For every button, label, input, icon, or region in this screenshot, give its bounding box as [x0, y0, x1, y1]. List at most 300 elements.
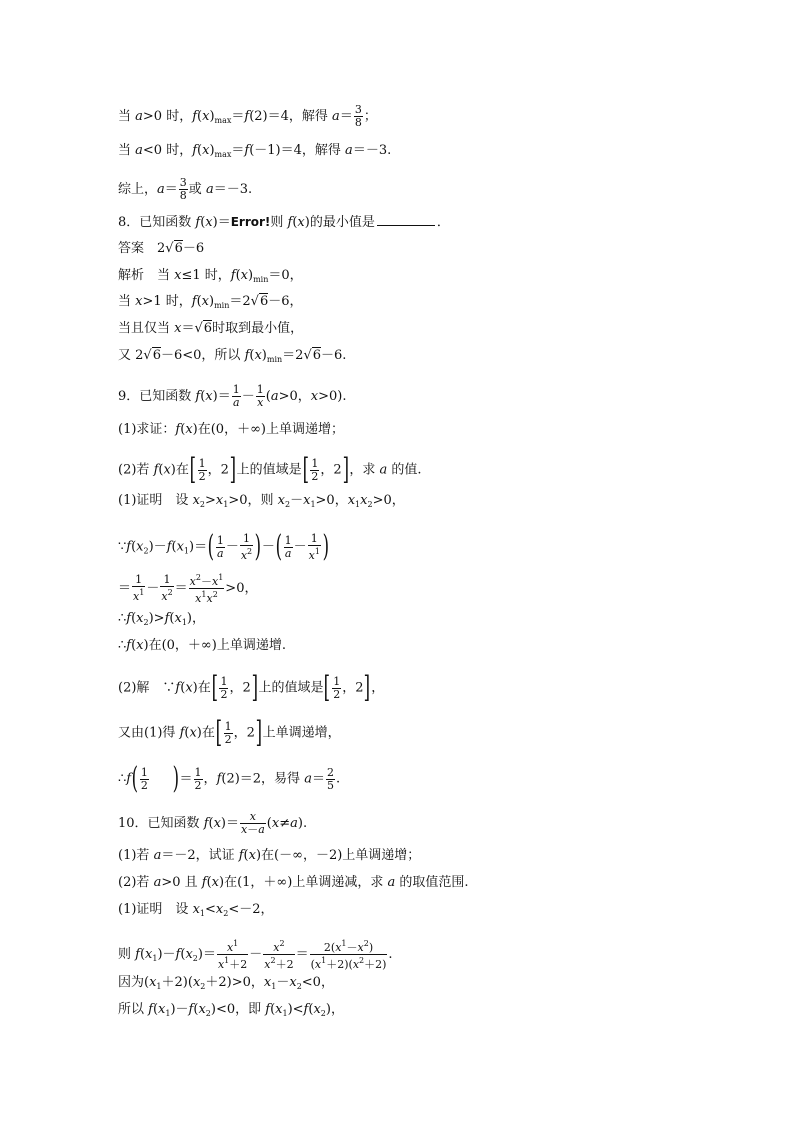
- right-paren: ): [322, 529, 330, 564]
- var: x: [213, 816, 221, 831]
- text: >0，: [225, 581, 258, 596]
- text: (: [235, 268, 241, 283]
- text: －: [290, 493, 304, 508]
- right-bracket: ]: [255, 715, 262, 750]
- denominator: 8: [179, 189, 187, 202]
- text: －6.: [321, 348, 347, 363]
- var: x: [313, 1002, 321, 1017]
- text: >0 且: [161, 875, 202, 890]
- text: 则: [118, 947, 136, 962]
- text: ): [209, 109, 215, 124]
- superscript: 2: [247, 546, 253, 556]
- text: ．: [436, 215, 450, 230]
- var: f: [287, 215, 293, 230]
- denominator: 2: [198, 469, 206, 483]
- denominator: a: [284, 546, 292, 560]
- denominator: a: [232, 396, 240, 409]
- fraction: [263, 938, 294, 971]
- text: ＝2: [229, 294, 251, 309]
- text: >0，: [372, 493, 405, 508]
- text: (: [158, 462, 164, 478]
- superscript: 1: [233, 939, 239, 948]
- superscript: 1: [321, 956, 327, 965]
- fraction: [217, 938, 248, 971]
- left-bracket: [: [189, 452, 196, 487]
- denominator: x: [257, 396, 264, 409]
- text: ): [368, 941, 374, 954]
- var: f: [175, 680, 181, 696]
- var: x: [189, 725, 197, 741]
- var: x: [360, 493, 368, 508]
- var: f: [203, 816, 209, 831]
- text: ；: [363, 109, 377, 124]
- var: x: [277, 493, 285, 508]
- numerator: 1: [140, 765, 148, 779]
- text: 的值.: [387, 462, 422, 478]
- text: <: [205, 902, 216, 917]
- var: x: [297, 215, 305, 230]
- text: )在(－∞，－2)上单调递增；: [255, 848, 421, 863]
- subscript: 2: [199, 500, 205, 509]
- var: x: [176, 539, 184, 555]
- subscript: 1: [183, 546, 190, 556]
- var: f: [135, 947, 140, 962]
- text: 当: [118, 109, 136, 124]
- var: x: [241, 823, 248, 836]
- fraction: [310, 458, 319, 483]
- text: ): [261, 348, 267, 363]
- denominator: 2: [224, 732, 232, 746]
- numerator: 1: [132, 574, 145, 587]
- text: －6，: [268, 294, 303, 309]
- var: a: [304, 771, 312, 787]
- superscript: 1: [218, 573, 224, 582]
- text: ＝: [164, 182, 178, 197]
- text: (: [197, 143, 203, 158]
- fraction: [189, 572, 225, 605]
- numerator: 1: [333, 674, 341, 688]
- text: (: [308, 1002, 314, 1017]
- var: x: [198, 1002, 206, 1017]
- subscript: 2: [205, 1009, 211, 1018]
- text: ，2: [233, 725, 255, 741]
- text: ＋2)>0，: [205, 975, 264, 990]
- subscript: max: [214, 150, 232, 159]
- text: >0，: [278, 389, 311, 404]
- numerator: 1: [160, 574, 173, 587]
- var: x: [211, 575, 219, 588]
- var: f: [216, 771, 222, 787]
- var: f: [126, 539, 132, 555]
- superscript: 1: [201, 590, 207, 599]
- text: ∴: [118, 771, 127, 787]
- subscript: 2: [284, 500, 291, 509]
- subscript: 2: [223, 909, 229, 918]
- text: (: [184, 725, 190, 741]
- text: ，: [371, 680, 385, 696]
- numerator: 1: [256, 383, 264, 396]
- var: x: [201, 294, 210, 309]
- analysis-line-1: [118, 267, 303, 289]
- text: (: [171, 539, 177, 555]
- fraction: [240, 811, 266, 836]
- subscript: 2: [143, 546, 149, 556]
- text: －: [346, 941, 358, 954]
- var: a: [157, 182, 165, 197]
- text: (: [249, 348, 255, 363]
- subscript: min: [266, 355, 283, 364]
- text: ＝: [231, 143, 245, 158]
- numerator: 1: [198, 456, 206, 470]
- subscript: 2: [143, 618, 149, 627]
- var: f: [166, 539, 172, 555]
- numerator: [217, 938, 248, 955]
- denominator: [217, 955, 248, 971]
- text: )<: [287, 1002, 304, 1017]
- text: )－: [148, 539, 167, 555]
- text: ＝－3.: [213, 182, 253, 197]
- var: a: [290, 816, 298, 831]
- text: .: [388, 947, 393, 962]
- text: (: [270, 1002, 276, 1017]
- text: )＝: [220, 816, 239, 831]
- left-bracket: [: [211, 670, 218, 705]
- var: f: [265, 1002, 271, 1017]
- var: x: [185, 947, 193, 962]
- var: x: [192, 902, 200, 917]
- text: ，: [203, 771, 217, 787]
- var: x: [310, 389, 319, 404]
- text: 又 2: [118, 348, 144, 363]
- var: a: [135, 143, 143, 158]
- numerator: 1: [220, 674, 228, 688]
- question-8: [118, 213, 450, 232]
- text: (: [266, 816, 272, 831]
- sqrt-sign: √: [250, 294, 259, 309]
- var: a: [205, 182, 214, 197]
- text: ).: [297, 816, 308, 831]
- var: f: [195, 389, 201, 404]
- fraction: [232, 384, 241, 409]
- text: <0，: [301, 975, 334, 990]
- radicand: 6: [152, 348, 161, 363]
- fraction: [194, 767, 203, 792]
- text: (: [196, 294, 202, 309]
- text: )<0，即: [210, 1002, 266, 1017]
- subscript: 1: [223, 500, 229, 509]
- var: x: [192, 975, 201, 990]
- text: (2)若: [118, 462, 154, 478]
- text: ＋2: [229, 958, 248, 971]
- text: )在(0，＋∞)上单调递增.: [143, 638, 286, 653]
- numerator: 1: [232, 383, 240, 396]
- question-9: [118, 384, 346, 409]
- text: (: [292, 215, 298, 230]
- text: (: [310, 958, 315, 971]
- var: a: [153, 848, 162, 863]
- text: >0).: [318, 389, 347, 404]
- text: )在: [196, 725, 215, 741]
- var: x: [161, 590, 168, 603]
- text: ＝－3.: [352, 143, 392, 158]
- var: x: [335, 941, 342, 954]
- text: 当: [118, 294, 136, 309]
- var: x: [206, 592, 213, 605]
- subscript: 2: [296, 982, 302, 991]
- answer-line: [118, 240, 204, 258]
- var: f: [195, 215, 201, 230]
- proof-10-line-2: [118, 938, 393, 971]
- subscript: 1: [282, 1009, 288, 1018]
- right-bracket: ]: [364, 670, 371, 705]
- var: x: [303, 493, 311, 508]
- text: 8．已知函数: [118, 215, 196, 230]
- text: －: [225, 539, 239, 555]
- fraction: [310, 938, 388, 971]
- var: x: [254, 348, 262, 363]
- text: (: [265, 389, 271, 404]
- denominator: [189, 589, 225, 605]
- var: x: [158, 1002, 166, 1017]
- text: ，2: [342, 680, 364, 696]
- text: ，2: [229, 680, 251, 696]
- sqrt-sign: √: [165, 241, 174, 256]
- numerator: [310, 938, 388, 955]
- subscript: min: [253, 275, 269, 284]
- var: x: [163, 462, 171, 478]
- text: 上的值域是: [236, 462, 302, 478]
- var: a: [135, 109, 143, 124]
- denominator: 2: [220, 687, 228, 701]
- superscript: 2: [359, 956, 365, 965]
- text: .: [335, 771, 341, 787]
- sqrt-sign: √: [143, 348, 152, 363]
- var: f: [126, 771, 132, 787]
- proof-10-line-4: [118, 1001, 344, 1023]
- denominator: [132, 587, 145, 603]
- question-10: [118, 811, 307, 836]
- text: ≤1 时，: [181, 268, 231, 283]
- superscript: 1: [314, 546, 320, 556]
- text: 上的值域是: [258, 680, 324, 696]
- left-paren: (: [131, 761, 139, 796]
- radicand: 6: [312, 348, 322, 363]
- numerator: 1: [240, 533, 253, 546]
- text: 时取到最小值，: [212, 321, 304, 336]
- text: )＝: [197, 947, 216, 962]
- text: ＋2): [364, 958, 387, 971]
- var: f: [153, 462, 159, 478]
- text: ＋2: [275, 958, 294, 971]
- text: －: [200, 575, 212, 588]
- denominator: 2: [311, 469, 319, 483]
- text: (2)＝4，解得: [249, 109, 333, 124]
- text: ＝: [118, 581, 132, 596]
- var: f: [244, 348, 250, 363]
- text: －: [261, 539, 275, 555]
- var: x: [202, 109, 210, 124]
- numerator: [189, 572, 225, 589]
- fraction: [224, 721, 233, 746]
- denominator: 5: [326, 778, 334, 792]
- var: x: [357, 941, 364, 954]
- var: x: [195, 592, 202, 605]
- var: x: [217, 958, 225, 971]
- numerator: 2: [326, 765, 334, 779]
- left-paren: (: [275, 529, 282, 564]
- denominator: 2: [333, 687, 341, 701]
- text: )>: [148, 611, 165, 626]
- denominator: a: [217, 546, 224, 560]
- denominator: [240, 546, 253, 562]
- subscript: 1: [165, 1009, 171, 1018]
- text: (: [131, 539, 137, 555]
- subscript: 2: [320, 1009, 326, 1018]
- var: f: [126, 611, 132, 626]
- fraction: [140, 767, 149, 792]
- analysis-line-3: [118, 320, 303, 338]
- proof-line-2: [118, 529, 330, 564]
- var: x: [136, 539, 144, 555]
- numerator: 1: [194, 765, 202, 779]
- var: f: [175, 422, 181, 437]
- text: ，求: [349, 462, 380, 478]
- text: 当且仅当: [118, 321, 175, 336]
- text: (2)＝2，易得: [221, 771, 305, 787]
- text: )在(1，＋∞)上单调递减，求: [219, 875, 388, 890]
- numerator: x: [240, 811, 266, 824]
- var: f: [188, 1002, 194, 1017]
- text: ∵: [118, 539, 127, 555]
- var: x: [211, 875, 219, 890]
- radicand: 6: [174, 241, 183, 256]
- text: (: [139, 947, 146, 962]
- text: (: [131, 611, 137, 626]
- text: >1 时，: [142, 294, 192, 309]
- fraction: [308, 533, 321, 562]
- text: －6<0，所以: [160, 348, 245, 363]
- text: (: [152, 1002, 159, 1017]
- text: 解析 当: [118, 268, 175, 283]
- fraction: [198, 458, 207, 483]
- fraction: [132, 574, 145, 603]
- fraction: [216, 535, 225, 560]
- text: >0，: [315, 493, 348, 508]
- var: f: [201, 875, 207, 890]
- text: －: [276, 975, 290, 990]
- sqrt-sign: √: [303, 348, 312, 363]
- text: 当: [118, 143, 136, 158]
- var: x: [289, 975, 297, 990]
- var: a: [153, 875, 162, 890]
- var: f: [179, 725, 185, 741]
- var: x: [149, 975, 157, 990]
- subscript: 1: [271, 982, 277, 991]
- text: (1)若: [118, 848, 154, 863]
- denominator: [263, 955, 294, 971]
- analysis-line-2: [118, 293, 303, 315]
- text: <0 时，: [142, 143, 193, 158]
- var: f: [303, 1002, 309, 1017]
- var: a: [258, 823, 265, 836]
- text: 因为(: [118, 975, 150, 990]
- text: －: [293, 539, 307, 555]
- var: x: [136, 638, 144, 653]
- text: )－: [157, 947, 176, 962]
- var: x: [273, 941, 280, 954]
- superscript: 2: [212, 590, 218, 599]
- var: x: [174, 611, 182, 626]
- var: x: [202, 143, 210, 158]
- var: a: [345, 143, 353, 158]
- var: x: [133, 590, 140, 603]
- superscript: 1: [224, 956, 230, 965]
- var: x: [263, 975, 272, 990]
- fraction: [284, 535, 293, 560]
- text: (1)证明 设: [118, 902, 193, 917]
- var: f: [230, 268, 236, 283]
- text: 10．已知函数: [118, 816, 204, 831]
- text: ＝: [179, 771, 193, 787]
- text: ＋2)(: [326, 958, 353, 971]
- answer-blank: [377, 213, 435, 226]
- numerator: 3: [179, 176, 187, 189]
- left-paren: (: [207, 529, 215, 564]
- var: x: [240, 548, 248, 562]
- text: ＋2)(: [161, 975, 193, 990]
- text: >: [205, 493, 216, 508]
- right-bracket: ]: [229, 452, 236, 487]
- proof-10-line-3: [118, 974, 334, 996]
- radicand: 6: [203, 321, 213, 336]
- fraction: [354, 104, 363, 129]
- superscript: 2: [167, 588, 173, 597]
- numerator: 3: [354, 103, 362, 116]
- text: ＝: [311, 771, 325, 787]
- var: a: [387, 875, 396, 890]
- text: <－2，: [228, 902, 274, 917]
- proof-line-3: [118, 572, 257, 605]
- text: )在: [170, 462, 189, 478]
- subscript: 1: [152, 954, 158, 963]
- fraction: [326, 767, 335, 792]
- question-9-part-2: [118, 452, 422, 487]
- numerator: [263, 938, 294, 955]
- text: )＝: [212, 215, 231, 230]
- var: x: [174, 321, 182, 336]
- var: f: [126, 638, 132, 653]
- superscript: 2: [270, 956, 276, 965]
- text: >0 时，: [142, 109, 193, 124]
- var: f: [192, 109, 198, 124]
- text: 2(: [323, 941, 336, 954]
- text: )，: [325, 1002, 344, 1017]
- text: ，2: [207, 462, 229, 478]
- proof-line-1: [118, 492, 405, 514]
- var: f: [244, 143, 250, 158]
- error-text: Error!: [230, 215, 271, 229]
- text: (－1)＝4，解得: [249, 143, 346, 158]
- right-paren: ): [172, 761, 179, 796]
- text: ＝: [174, 581, 188, 596]
- right-paren: ): [254, 529, 262, 564]
- var: a: [270, 389, 279, 404]
- text: )＝: [189, 539, 208, 555]
- text: )＝: [212, 389, 231, 404]
- var: x: [205, 215, 213, 230]
- right-bracket: ]: [342, 452, 349, 487]
- text: (: [180, 947, 186, 962]
